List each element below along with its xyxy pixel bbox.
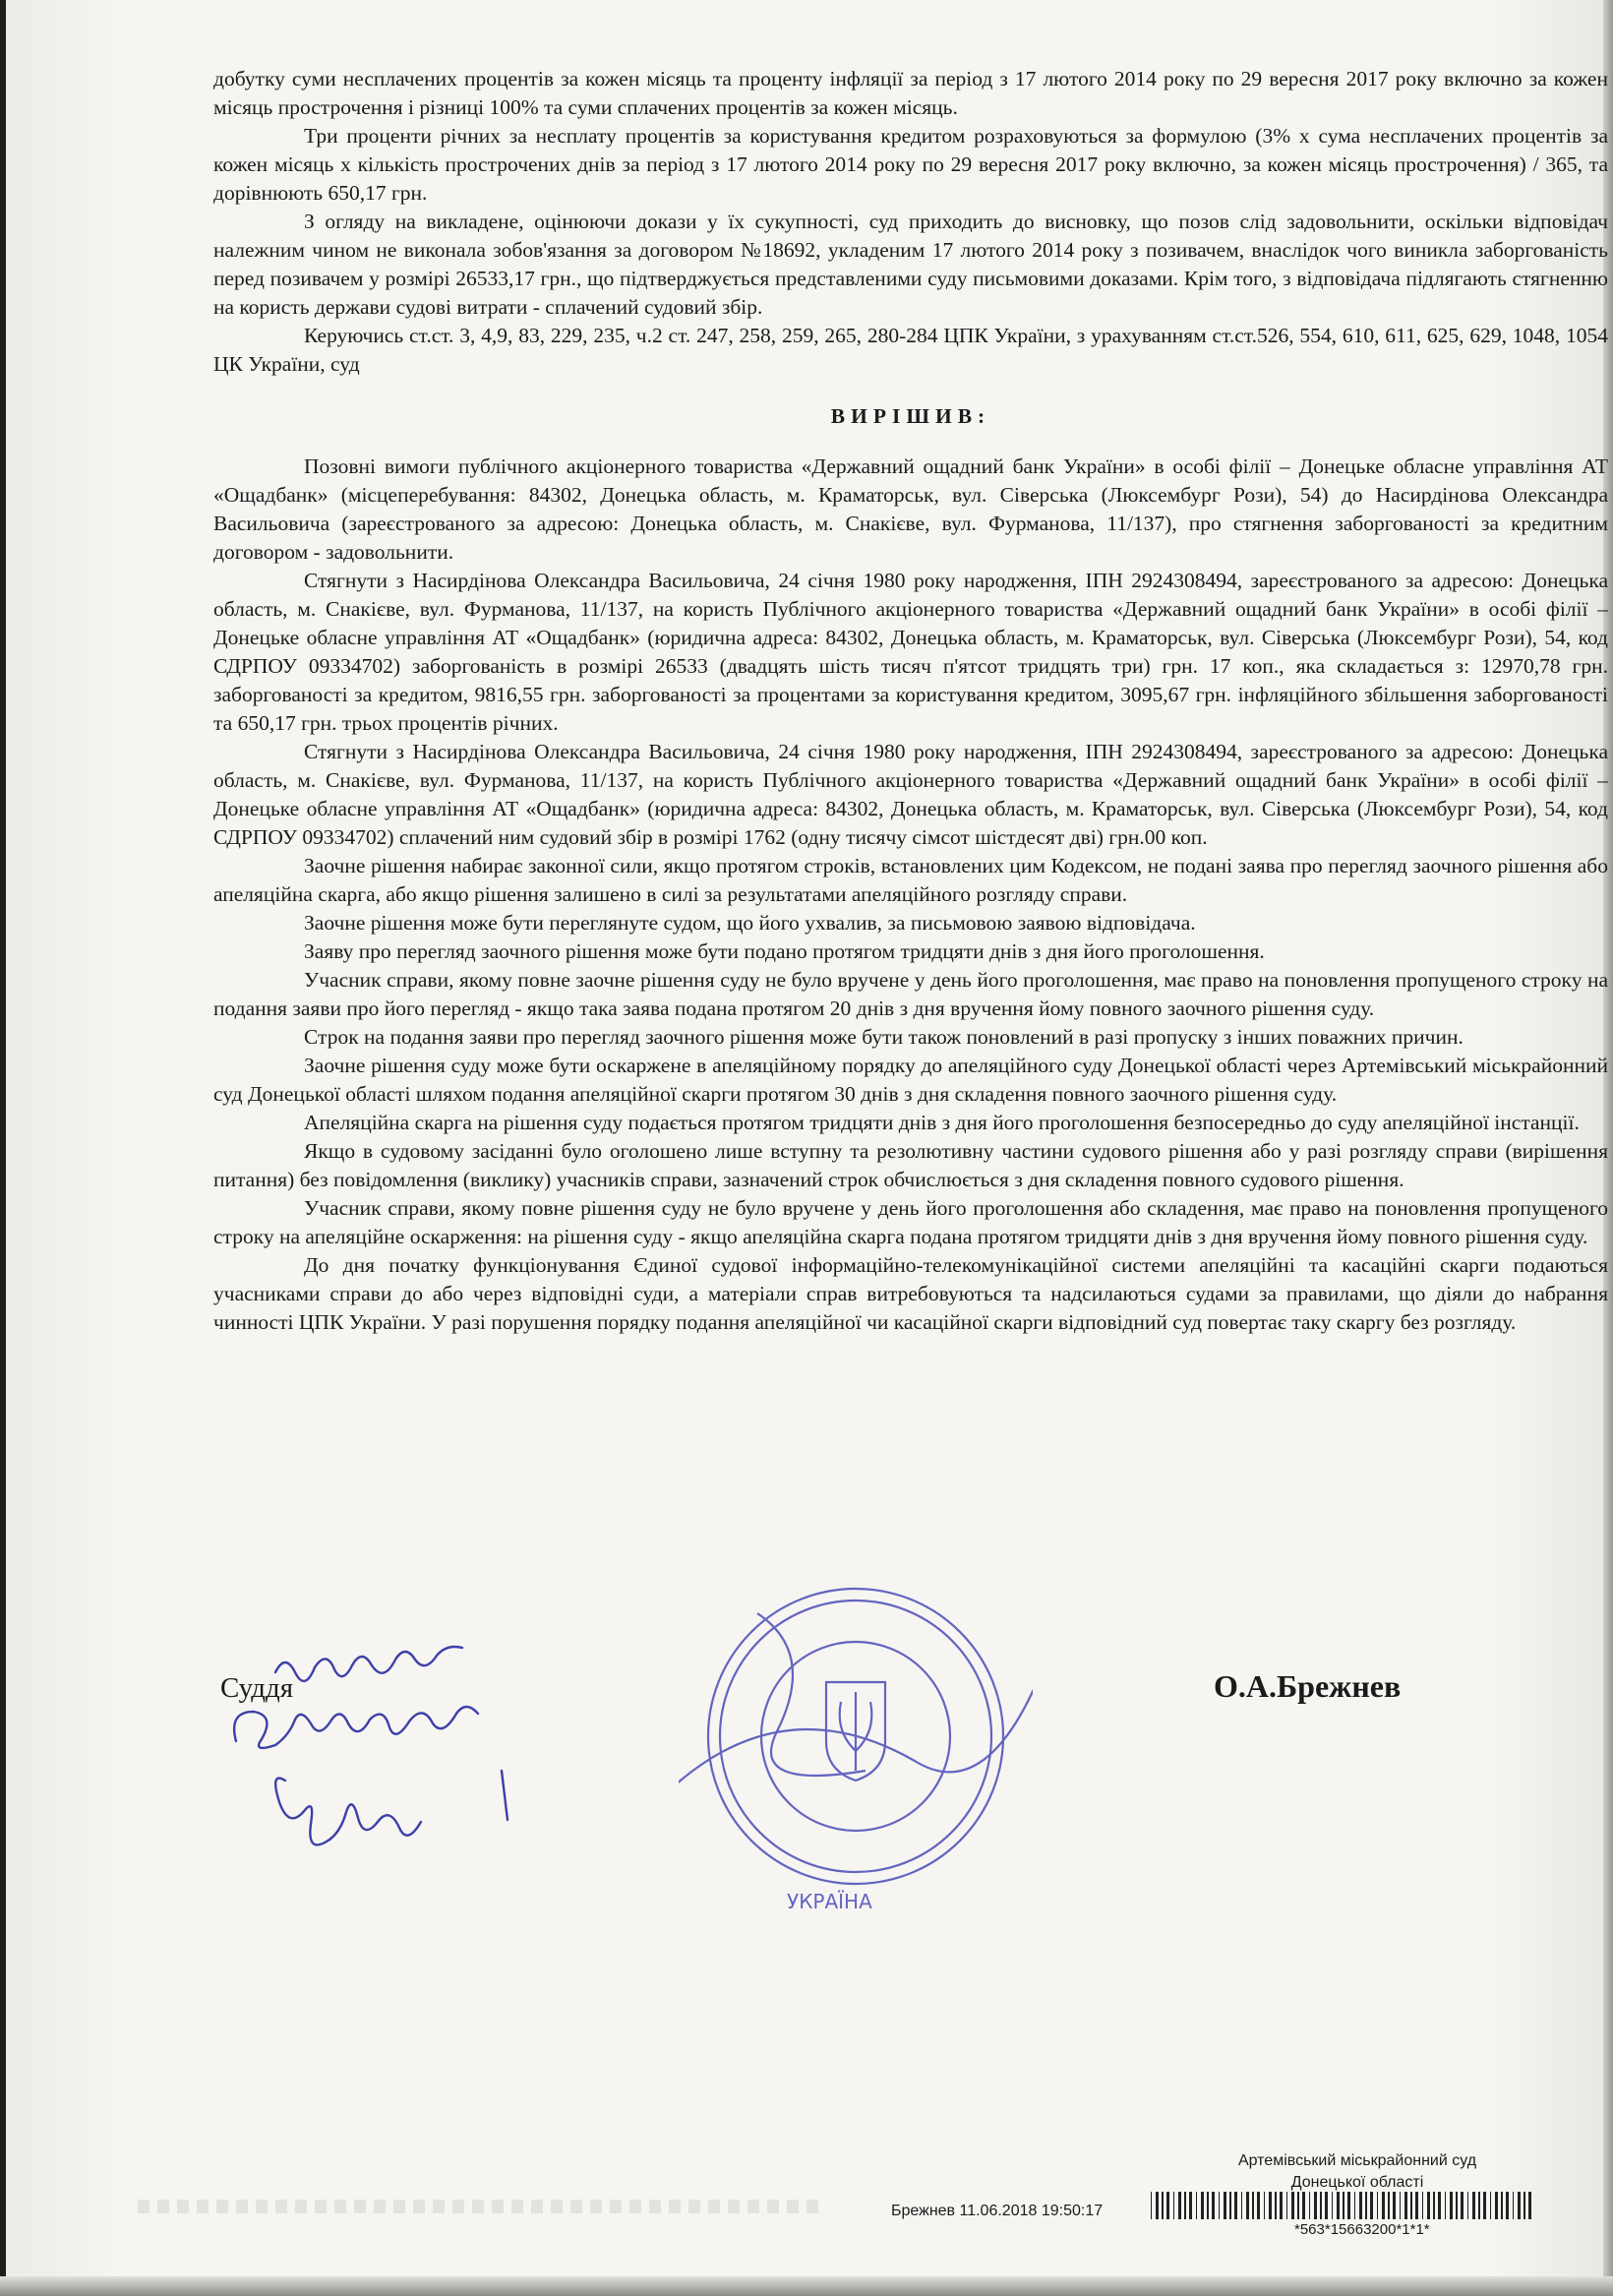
decision-paragraph: Заочне рішення суду може бути оскаржене в апеляційному порядку до апеляційного суду Донецької області через Артемівський міськрайонний суд Донецької області шляхом подання апеляційної скарги протягом 30 днів з дня складення повного заочного рішення суду. [213, 1054, 1608, 1106]
decision-paragraph: Позовні вимоги публічного акціонерного товариства «Державний ощадний банк України» в особі філії – Донецьке обласне управління АТ «Ощадбанк» (місцеперебування: 84302, Донецька область, м. Краматорськ, вул. Сіверська (Люксембург Рози), 54) до Насирдінова Олександра Васильовича (зареєстрованого за адресою: Донецька область, м. Снакієве, вул. Фурманова, 11/137), про стягнення заборгованості за кредитним договором - задовольнити. [213, 454, 1608, 564]
decision-paragraph: Заочне рішення може бути переглянуте судом, що його ухвалив, за письмовою заявою відповідача. [304, 911, 1196, 935]
judge-name: О.А.Брежнев [1214, 1668, 1402, 1704]
faint-bleedthrough [138, 2200, 826, 2213]
paragraph: добутку суми несплачених процентів за кожен місяць та проценту інфляції за період з 17 лютого 2014 року по 29 вересня 2017 року включно за кожен місяць прострочення і різниці 100% та суми сплачених процентів за кожен місяць. [213, 67, 1608, 119]
decision-paragraph: Заочне рішення набирає законної сили, якщо протягом строків, встановлених цим Кодексом, не подані заява про перегляд заочного рішення або апеляційна скарга, або якщо рішення залишено в силі за результатами апеляційного розгляду справи. [213, 854, 1608, 906]
printed-by-timestamp: Брежнев 11.06.2018 19:50:17 [891, 2203, 1104, 2219]
barcode [1151, 2192, 1534, 2219]
footer-court-name [1180, 2150, 1534, 2194]
stamp-bottom-text: УКРАЇНА [787, 1890, 872, 1913]
decision-paragraph: Стягнути з Насирдінова Олександра Васильовича, 24 січня 1980 року народження, ІПН 2924308494, зареєстрованого за адресою: Донецька область, м. Снакієве, вул. Фурманова, 11/137, на користь Публічного акціонерного товариства «Державний ощадний банк України» в особі філії – Донецьке обласне управління АТ «Ощадбанк» (юридична адреса: 84302, Донецька область, м. Краматорськ, вул. Сіверська (Люксембург Рози), 54, код СДРПОУ 09334702) сплачений ним судовий збір в розмірі 1762 (одну тисячу сімсот шістдесят дві) грн.00 коп. [213, 740, 1608, 849]
decision-paragraph: Строк на подання заяви про перегляд заочного рішення може бути також поновлений в разі пропуску з інших поважних причин. [304, 1025, 1464, 1049]
paragraph: З огляду на викладене, оцінюючи докази у їх сукупності, суд приходить до висновку, що позов слід задовольнити, оскільки відповідач належним чином не виконала зобов'язання за договором №18692, укладеним 17 лютого 2014 року з позивачем, внаслідок чого виникла заборгованість перед позивачем у розмірі 26533,17 грн., що підтверджується представленими суду письмовими доказами. Крім того, з відповідача підлягають стягненню на користь держави судові витрати - сплачений судовий збір. [213, 210, 1608, 319]
footer-court-line2: Донецької області [1290, 2174, 1424, 2191]
decision-paragraph: Апеляційна скарга на рішення суду подається протягом тридцяти днів з дня його проголошення безпосередньо до суду апеляційної інстанції. [304, 1111, 1580, 1134]
decision-heading: ВИРІШИВ: [830, 404, 991, 428]
decision-paragraph: Стягнути з Насирдінова Олександра Васильовича, 24 січня 1980 року народження, ІПН 2924308494, зареєстрованого за адресою: Донецька область, м. Снакієве, вул. Фурманова, 11/137, на користь Публічного акціонерного товариства «Державний ощадний банк України» в особі філії – Донецьке обласне управління АТ «Ощадбанк» (юридична адреса: 84302, Донецька область, м. Краматорськ, вул. Сіверська (Люксембург Рози), 54, код СДРПОУ 09334702) заборгованість в розмірі 26533 (двадцять шість тисяч п'ятсот тридцять три) грн. 17 коп., яка складається з: 12970,78 грн. заборгованості за кредитом, 9816,55 грн. заборгованості за процентами за користування кредитом, 3095,67 грн. інфляційного збільшення заборгованості та 650,17 грн. трьох процентів річних. [213, 569, 1608, 735]
decision-paragraph: Заяву про перегляд заочного рішення може бути подано протягом тридцяти днів з дня його проголошення. [304, 939, 1265, 963]
barcode-text: *563*15663200*1*1* [1294, 2221, 1430, 2238]
paragraph: Три проценти річних за несплату процентів за користування кредитом розраховуються за формулою (3% х сума несплачених процентів за кожен місяць х кількість прострочених днів за період з 17 лютого 2014 року по 29 вересня 2017 року включно, за кожен місяць прострочення) / 365, та дорівнюють 650,17 грн. [213, 124, 1608, 205]
footer-court-line1: Артемівський міськрайонний суд [1237, 2152, 1477, 2169]
decision-paragraph: Учасник справи, якому повне заочне рішення суду не було вручене у день його проголошення, має право на поновлення пропущеного строку на подання заяви про його перегляд - якщо така заява подана протягом 20 днів з дня вручення йому повного заочного рішення суду. [213, 968, 1608, 1020]
scan-bottom-edge [0, 2276, 1613, 2296]
decision-paragraph: Якщо в судовому засіданні було оголошено лише вступну та резолютивну частини судового рішення або у разі розгляду справи (вирішення питання) без повідомлення (виклику) учасників справи, зазначений строк обчислюється з дня складення повного судового рішення. [213, 1139, 1608, 1191]
decision-paragraph: Учасник справи, якому повне рішення суду не було вручене у день його проголошення або складення, має право на поновлення пропущеного строку на апеляційне оскарження: на рішення суду - якщо апеляційна скарга подана протягом тридцяти днів з дня вручення йому повного рішення суду. [213, 1196, 1608, 1248]
decision-paragraph: До дня початку функціонування Єдиної судової інформаційно-телекомунікаційної системи апеляційні та касаційні скарги подаються учасниками справи до або через відповідні суди, а матеріали справ витребовуються та надсилаються судами за правилами, що діяли до набрання чинності ЦПК України. У разі порушення порядку подання апеляційної чи касаційної скарги відповідний суд повертає таку скаргу без розгляду. [213, 1253, 1608, 1334]
judge-label: Суддя [220, 1672, 294, 1704]
scan-left-edge [0, 0, 6, 2296]
handwritten-certification [216, 1633, 590, 1849]
document-body [213, 65, 1608, 1337]
paragraph: Керуючись ст.ст. 3, 4,9, 83, 229, 235, ч.2 ст. 247, 258, 259, 265, 280-284 ЦПК України, з урахуванням ст.ст.526, 554, 610, 611, 625, 629, 1048, 1054 ЦК України, суд [213, 324, 1608, 376]
court-seal-stamp [679, 1554, 1033, 1918]
